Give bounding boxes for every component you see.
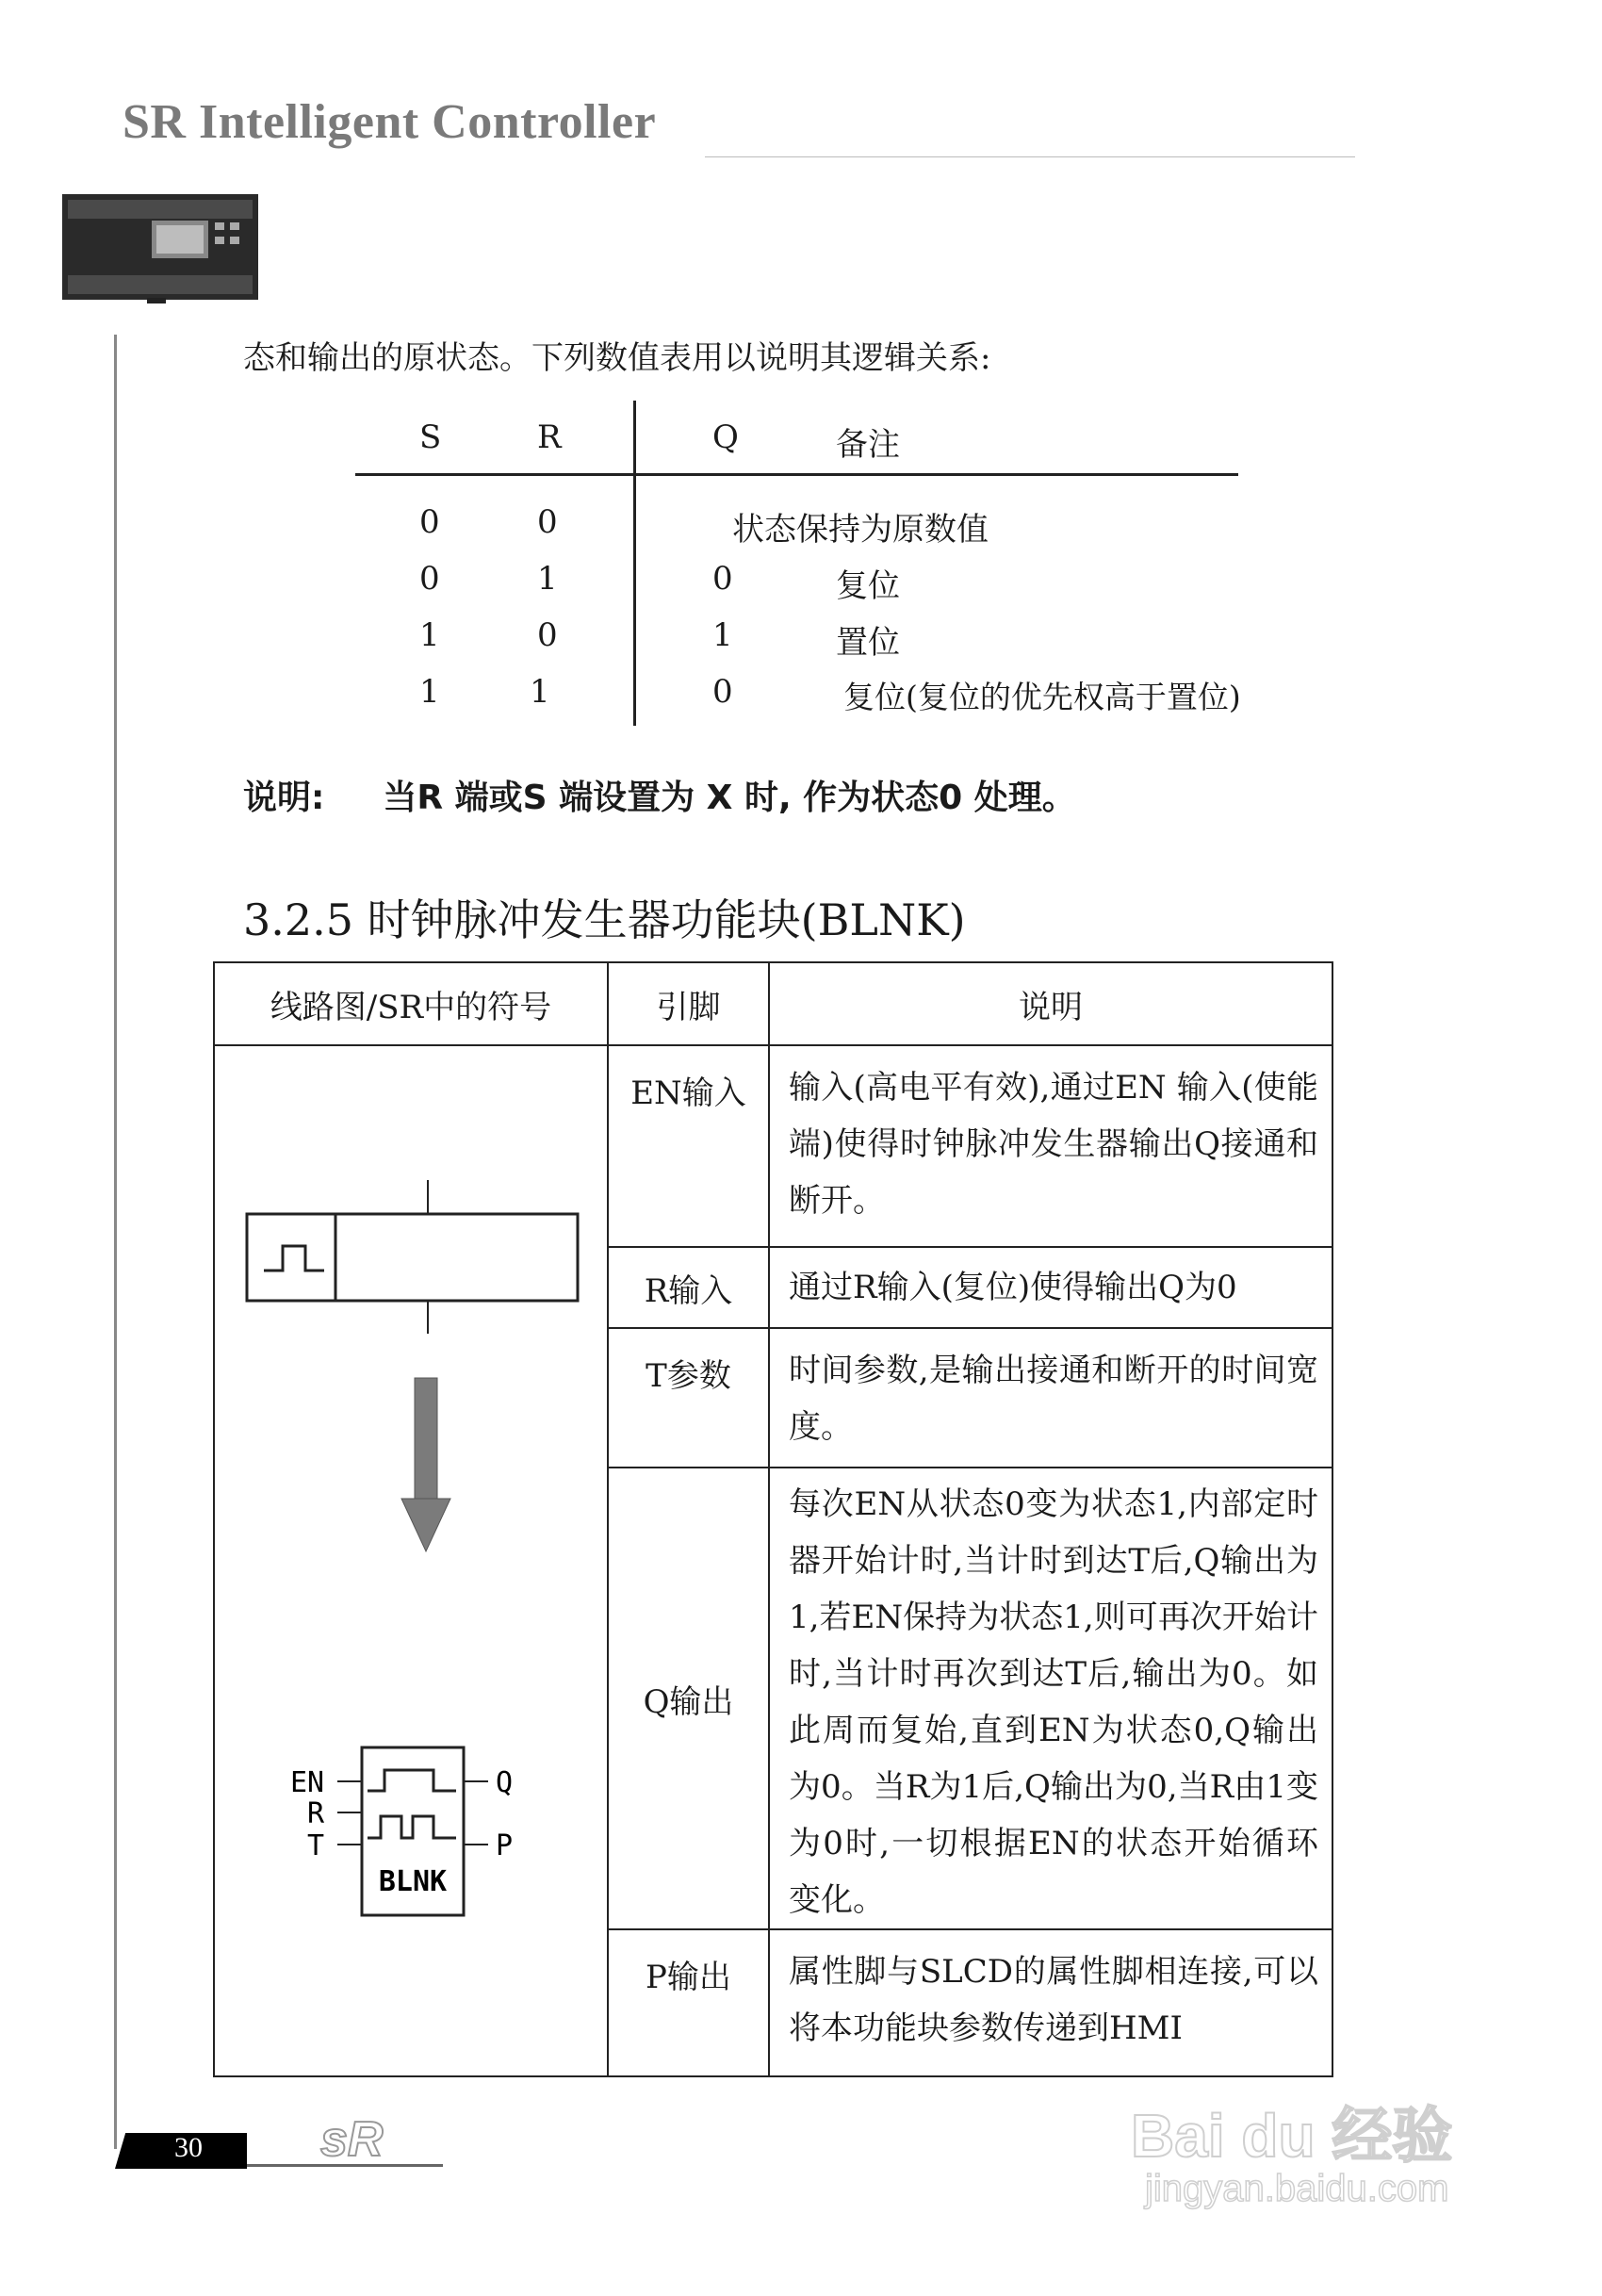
logic-header-s: S xyxy=(419,418,442,456)
desc-cell: 属性脚与SLCD的属性脚相连接,可以将本功能块参数传递到HMI xyxy=(769,1929,1332,2076)
logic-header-r: R xyxy=(537,418,562,456)
logic-row-s: 0 xyxy=(419,503,440,541)
desc-cell: 每次EN从状态0变为状态1,内部定时器开始计时,当计时到达T后,Q输出为1,若EN保持为状态1,则可再次开始计时,当计时再次到达T后,输出为0。如此周而复始,直到EN为状态0,Q输出为0。当R为1后,Q输出为0,当R由1变为0时,一切根据EN的状态开始循环变化。 xyxy=(769,1468,1332,1929)
table-row xyxy=(214,1045,1332,1247)
blnk-symbol-diagram xyxy=(215,1046,605,2040)
brand-title: SR Intelligent Controller xyxy=(123,95,657,149)
block-name-label: BLNK xyxy=(378,1865,448,1898)
pin-label-p: P xyxy=(496,1829,514,1862)
line-diagram-symbol xyxy=(247,1180,578,1334)
symbol-cell xyxy=(214,1045,608,2076)
logic-row-s: 1 xyxy=(419,673,440,711)
side-rule xyxy=(114,335,117,2149)
pin-label-en: EN xyxy=(290,1766,325,1799)
header-rule xyxy=(705,156,1355,157)
logic-header-q: Q xyxy=(712,418,739,456)
watermark-logo: Bai du 经验 xyxy=(1131,2102,1453,2170)
sr-block-symbol xyxy=(290,1747,513,1915)
table-header-row xyxy=(214,962,1332,1045)
logic-table-header-rule xyxy=(355,473,1238,476)
note-label: 说明: xyxy=(243,779,325,817)
note xyxy=(243,771,1076,819)
logic-header-note: 备注 xyxy=(836,426,900,464)
logic-row-r: 1 xyxy=(537,560,558,598)
pin-label-q: Q xyxy=(496,1766,514,1799)
logic-row-q: 1 xyxy=(712,616,733,654)
logic-row-q: 0 xyxy=(712,560,733,598)
logic-row-s: 1 xyxy=(419,616,440,654)
pin-cell: R输入 xyxy=(608,1247,769,1328)
pin-cell: T参数 xyxy=(608,1328,769,1468)
desc-cell: 通过R输入(复位)使得输出Q为0 xyxy=(769,1247,1332,1328)
header-symbol: 线路图/SR中的符号 xyxy=(214,962,608,1045)
page-number: 30 xyxy=(174,2132,203,2163)
logic-row-q: 0 xyxy=(712,673,733,711)
desc-cell: 输入(高电平有效),通过EN 输入(使能端)使得时钟脉冲发生器输出Q接通和断开。 xyxy=(769,1045,1332,1247)
logic-table-divider xyxy=(633,401,636,726)
section-heading: 3.2.5 时钟脉冲发生器功能块(BLNK) xyxy=(243,894,966,945)
watermark-site: jingyan.baidu.com xyxy=(1145,2168,1449,2209)
conversion-arrow xyxy=(401,1378,450,1551)
logic-row-r: 1 xyxy=(530,673,550,711)
pin-cell: EN输入 xyxy=(608,1045,769,1247)
note-text: 当R 端或S 端设置为 X 时, 作为状态0 处理。 xyxy=(383,779,1076,817)
controller-device-image xyxy=(62,194,258,303)
footer-logo: sR xyxy=(320,2112,384,2167)
logic-row-note: 状态保持为原数值 xyxy=(732,511,989,549)
header-desc: 说明 xyxy=(769,962,1332,1045)
logic-row-s: 0 xyxy=(419,560,440,598)
pin-label-t: T xyxy=(307,1829,325,1862)
logic-row-r: 0 xyxy=(537,503,558,541)
logic-row-note: 复位(复位的优先权高于置位) xyxy=(843,679,1241,715)
pin-label-r: R xyxy=(307,1797,325,1830)
blnk-table xyxy=(213,961,1333,2077)
logic-row-note: 置位 xyxy=(836,624,900,662)
pin-cell: P输出 xyxy=(608,1929,769,2076)
header-pin: 引脚 xyxy=(608,962,769,1045)
intro-paragraph: 态和输出的原状态。下列数值表用以说明其逻辑关系: xyxy=(243,339,991,377)
logic-row-note: 复位 xyxy=(836,567,900,605)
pin-cell: Q输出 xyxy=(608,1468,769,1929)
logic-row-r: 0 xyxy=(537,616,558,654)
desc-cell: 时间参数,是输出接通和断开的时间宽度。 xyxy=(769,1328,1332,1468)
